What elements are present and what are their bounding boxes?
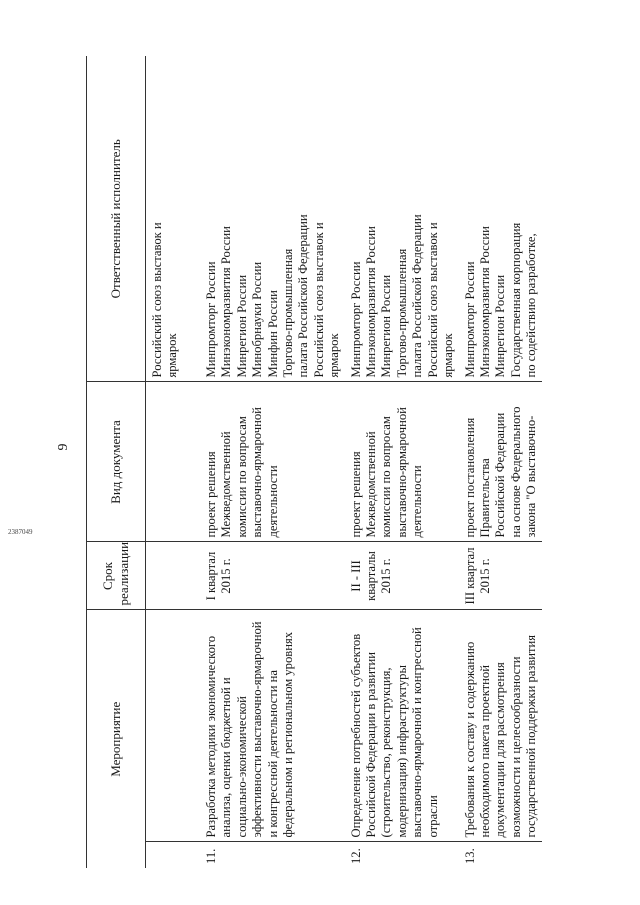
rotated-page xyxy=(52,22,592,882)
text-line: 2015 г. xyxy=(219,558,234,594)
text-line: ярмарок xyxy=(165,333,180,378)
text-line: Российской Федерации xyxy=(493,412,508,538)
text-line: ярмарок xyxy=(441,333,456,378)
row-number: 12. xyxy=(348,848,363,864)
text-line: II - III xyxy=(348,560,363,592)
continuation-row xyxy=(146,56,201,868)
table-row xyxy=(345,56,459,868)
text-line: Минобрнауки России xyxy=(250,261,265,378)
text-line: Минэкономразвития России xyxy=(219,226,234,378)
text-line: проект решения xyxy=(348,451,363,538)
header-responsible: Ответственный исполнитель xyxy=(87,56,146,382)
text-line: комиссии по вопросам xyxy=(379,416,394,538)
text-line: Разработка методики экономического xyxy=(204,635,218,838)
text-line: Определение потребностей субъектов xyxy=(348,633,363,838)
text-line: ярмарок xyxy=(327,333,342,378)
row-term xyxy=(200,542,345,610)
text-line: выставочно-ярмарочной и конгрессной xyxy=(410,627,425,838)
text-line: эффективности выставочно-ярмарочной xyxy=(250,621,265,838)
row-event xyxy=(200,610,345,842)
text-line: I квартал xyxy=(204,551,218,601)
text-line: Минпромторг России xyxy=(204,261,218,378)
text-line: Межведомственной xyxy=(364,431,379,538)
text-line: кварталы xyxy=(364,551,379,601)
text-line: проект постановления xyxy=(462,417,477,538)
text-line: проект решения xyxy=(204,451,218,538)
row-doc-type xyxy=(459,382,542,542)
row-doc-type xyxy=(345,382,459,542)
text-line: закона "О выставочно- xyxy=(524,415,539,538)
text-line: выставочно-ярмарочной xyxy=(394,407,409,538)
text-line: III квартал xyxy=(462,547,477,605)
text-line: и конгрессной деятельности на xyxy=(265,670,280,838)
text-line: Торгово-промышленная xyxy=(394,248,409,378)
text-line: Минфин России xyxy=(265,290,280,378)
text-line: 2015 г. xyxy=(379,558,394,594)
text-line: комиссии по вопросам xyxy=(234,416,249,538)
text-line: палата Российской Федерации xyxy=(410,214,425,378)
text-line: Минрегион России xyxy=(234,274,249,378)
row-responsible xyxy=(200,56,345,382)
table-header-row xyxy=(87,56,146,868)
row-event xyxy=(459,610,542,842)
text-line: по содействию разработке, xyxy=(524,233,539,378)
text-line: Межведомственной xyxy=(219,431,234,538)
text-line: Минпромторг России xyxy=(348,261,363,378)
text-line: Минэкономразвития России xyxy=(477,226,492,378)
continuation-responsible xyxy=(146,56,201,382)
text-line: Российский союз выставок и xyxy=(150,222,164,378)
text-line: отрасли xyxy=(425,795,440,838)
text-line: Государственная корпорация xyxy=(508,222,523,378)
row-event xyxy=(345,610,459,842)
row-responsible xyxy=(345,56,459,382)
text-line: палата Российской Федерации xyxy=(296,214,311,378)
row-term xyxy=(459,542,542,610)
page-number: 9 xyxy=(56,443,71,451)
text-line: Правительства xyxy=(477,458,492,538)
text-line: на основе Федерального xyxy=(508,406,523,538)
row-doc-type xyxy=(200,382,345,542)
text-line: государственной поддержки развития xyxy=(524,634,539,838)
text-line: Минэкономразвития России xyxy=(364,226,379,378)
text-line: документации для рассмотрения xyxy=(493,662,508,838)
text-line: Торгово-промышленная xyxy=(281,248,296,378)
table-row xyxy=(200,56,345,868)
text-line: федеральном и региональном уровнях xyxy=(281,631,296,838)
text-line: возможности и целесообразности xyxy=(508,656,523,838)
text-line: Российский союз выставок и xyxy=(311,222,326,378)
text-line: модернизация) инфраструктуры xyxy=(394,665,409,838)
table-row xyxy=(459,56,542,868)
text-line: Российской Федерации в развитии xyxy=(364,652,379,838)
header-term: Срок реализации xyxy=(87,542,146,610)
row-responsible xyxy=(459,56,542,382)
text-line: выставочно-ярмарочной xyxy=(250,407,265,538)
text-line: Российский союз выставок и xyxy=(425,222,440,378)
text-line: Требования к составу и содержанию xyxy=(462,641,477,838)
header-event: Мероприятие xyxy=(87,610,146,868)
text-line: 2015 г. xyxy=(477,558,492,594)
document-code: 2387049 xyxy=(8,528,33,536)
text-line: Минрегион России xyxy=(493,274,508,378)
text-line: необходимого пакета проектной xyxy=(477,665,492,838)
text-line: социально-экономической xyxy=(234,696,249,838)
text-line: Минрегион России xyxy=(379,274,394,378)
row-term xyxy=(345,542,459,610)
row-number: 13. xyxy=(462,848,477,864)
text-line: (строительство, реконструкция, xyxy=(379,667,394,838)
text-line: деятельности xyxy=(265,465,280,538)
header-doc-type: Вид документа xyxy=(87,382,146,542)
plan-table xyxy=(86,56,542,868)
text-line: деятельности xyxy=(410,465,425,538)
text-line: Минпромторг России xyxy=(462,261,477,378)
text-line: анализа, оценки бюджетной и xyxy=(219,677,234,838)
row-number: 11. xyxy=(204,848,218,864)
